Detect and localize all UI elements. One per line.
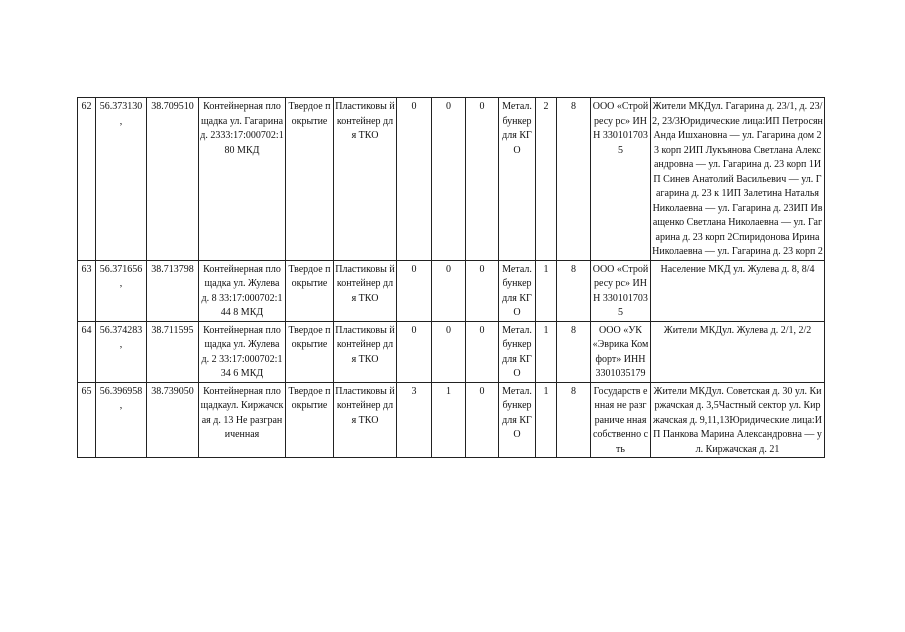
latitude-cell: 56.396958 , (96, 382, 147, 458)
bunker-volume-cell: 8 (557, 260, 591, 321)
cover-cell: Твердое покрытие (286, 382, 334, 458)
quantity-cell: 0 (397, 98, 432, 261)
owner-cell: ООО «Стройресу рс» ИНН 3301017035 (591, 98, 651, 261)
registry-table (77, 97, 825, 458)
table-row (78, 382, 825, 458)
residents-cell: Население МКД ул. Жулева д. 8, 8/4 (651, 260, 825, 321)
container-cell: Пластиковы й контейнер для ТКО (334, 321, 397, 382)
row-number: 63 (78, 260, 96, 321)
latitude-cell: 56.371656 , (96, 260, 147, 321)
location-cell: Контейнерная площадка ул. Жулева д. 2 33:17:000702:134 6 МКД (199, 321, 286, 382)
container-cell: Пластиковы й контейнер для ТКО (334, 260, 397, 321)
longitude-cell: 38.711595 (147, 321, 199, 382)
cover-cell: Твердое покрытие (286, 260, 334, 321)
quantity-cell: 0 (397, 260, 432, 321)
bunker-volume-cell: 8 (557, 321, 591, 382)
latitude-cell: 56.374283 , (96, 321, 147, 382)
quantity-cell: 0 (466, 98, 499, 261)
bunker-volume-cell: 8 (557, 98, 591, 261)
quantity-cell: 0 (466, 260, 499, 321)
table-row (78, 321, 825, 382)
table-row (78, 260, 825, 321)
row-number: 64 (78, 321, 96, 382)
longitude-cell: 38.713798 (147, 260, 199, 321)
bunker-volume-cell: 8 (557, 382, 591, 458)
residents-cell: Жители МКДул. Советская д. 30 ул. Киржачская д. 3,5Частный сектор ул. Киржачская д. 9,11,13Юридические лица:ИП Панкова Марина Александровна — ул. Киржачская д. 21 (651, 382, 825, 458)
location-cell: Контейнерная площадка ул. Жулева д. 8 33:17:000702:144 8 МКД (199, 260, 286, 321)
container-cell: Пластиковы й контейнер для ТКО (334, 382, 397, 458)
quantity-cell: 1 (432, 382, 466, 458)
container-cell: Пластиковы й контейнер для ТКО (334, 98, 397, 261)
bunker-cell: Метал. бункер для КГО (499, 260, 536, 321)
bunker-count-cell: 2 (536, 98, 557, 261)
bunker-count-cell: 1 (536, 382, 557, 458)
bunker-cell: Метал. бункер для КГО (499, 321, 536, 382)
longitude-cell: 38.739050 (147, 382, 199, 458)
cover-cell: Твердое покрытие (286, 321, 334, 382)
cover-cell: Твердое покрытие (286, 98, 334, 261)
table-row (78, 98, 825, 261)
location-cell: Контейнерная площадкаул. Киржачская д. 13 Не разграниченная (199, 382, 286, 458)
quantity-cell: 0 (466, 321, 499, 382)
quantity-cell: 0 (432, 260, 466, 321)
bunker-cell: Метал. бункер для КГО (499, 382, 536, 458)
bunker-count-cell: 1 (536, 321, 557, 382)
quantity-cell: 0 (397, 321, 432, 382)
bunker-cell: Метал. бункер для КГО (499, 98, 536, 261)
location-cell: Контейнерная площадка ул. Гагарина д. 2333:17:000702:1 80 МКД (199, 98, 286, 261)
quantity-cell: 0 (466, 382, 499, 458)
owner-cell: ООО «УК «Эврика Комфорт» ИНН 3301035179 (591, 321, 651, 382)
longitude-cell: 38.709510 (147, 98, 199, 261)
quantity-cell: 0 (432, 98, 466, 261)
quantity-cell: 3 (397, 382, 432, 458)
owner-cell: Государств енная не разграниче нная собственно сть (591, 382, 651, 458)
row-number: 62 (78, 98, 96, 261)
quantity-cell: 0 (432, 321, 466, 382)
residents-cell: Жители МКДул. Жулева д. 2/1, 2/2 (651, 321, 825, 382)
residents-cell: Жители МКДул. Гагарина д. 23/1, д. 23/2, 23/3Юридические лица:ИП Петросян Анда Ишхановна — ул. Гагарина дом 23 корп 2ИП Лукъянова Светлана Александровна — ул. Гагарина д. 23 корп 1ИП Синев Анатолий Васильевич — ул. Гагарина д. 23 к 1ИП Залетина Наталья Николаевна — ул. Гагарина д. 23ИП Иващенко Светлана Николаевна — ул. Гагарина д. 23 корп 2Спиридонова Ирина Николаевна — ул. Гагарина д. 23 корп 2 (651, 98, 825, 261)
latitude-cell: 56.373130 , (96, 98, 147, 261)
row-number: 65 (78, 382, 96, 458)
owner-cell: ООО «Стройресу рс» ИНН 3301017035 (591, 260, 651, 321)
bunker-count-cell: 1 (536, 260, 557, 321)
